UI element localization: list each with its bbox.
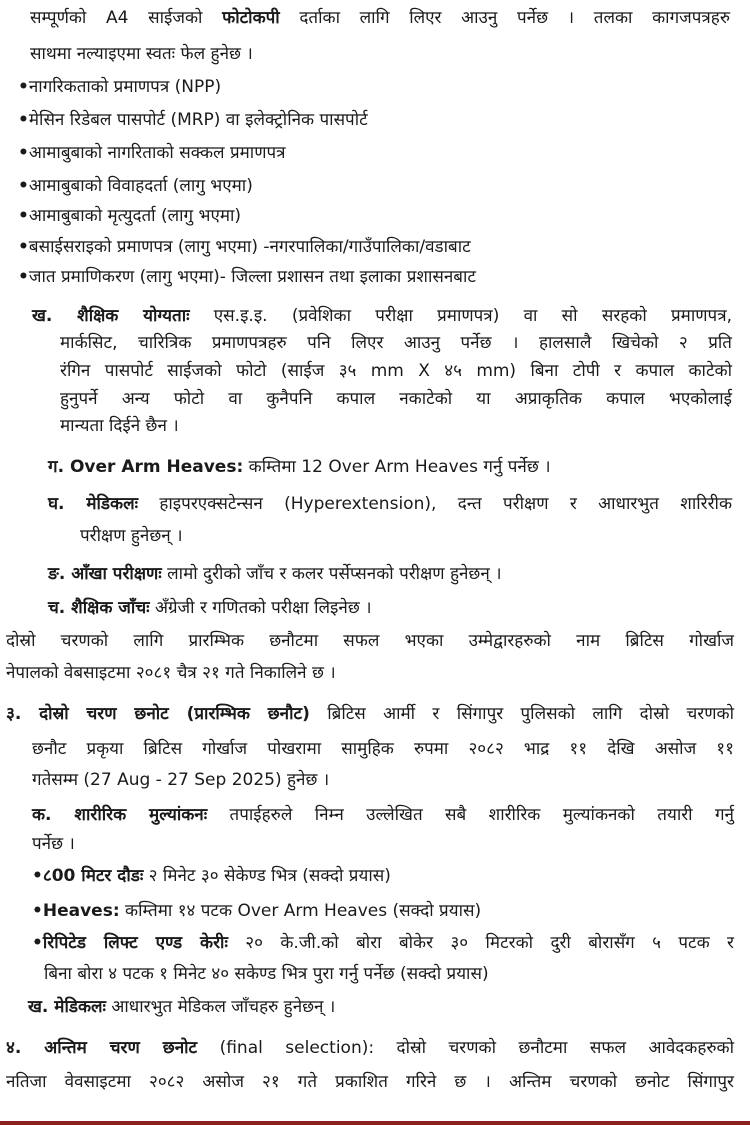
academic-test: च. शैक्षिक जाँचः अँग्रेजी र गणितको परीक्षा लिइनेछ । [48,598,372,618]
medical-line: परीक्षण हुनेछन् । [80,526,183,546]
heaves-label: ग. Over Arm Heaves: [48,457,244,477]
final-stage-line: ४. अन्तिम चरण छनोट (final selection): दोस्रो चरणको छनौटमा सफल आवेदकहरुको [6,1038,735,1058]
bullet-icon: • [18,110,29,130]
eye-test-label: ङ. आँखा परीक्षणः [48,564,162,584]
physical-assessment-label: क. शारीरिक मुल्यांकनः [32,805,208,825]
document-item: •बसाईसराइको प्रमाणपत्र (लागु भएमा) -नगरपालिका/गाउँपालिका/वडाबाट [18,237,471,257]
bullet-icon: • [18,176,29,196]
document-item: •आमाबुबाको विवाहदर्ता (लागु भएमा) [18,176,253,196]
heaves-requirement: ग. Over Arm Heaves: कम्तिमा 12 Over Arm Heaves गर्नु पर्नेछ । [48,457,551,477]
education-requirement-line: मान्यता दिईने छैन । [60,416,179,436]
physical-assessment-line: पर्नेछ । [32,834,75,854]
eye-test: ङ. आँखा परीक्षणः लामो दुरीको जाँच र कलर पर्सेप्सनको परीक्षण हुनेछन् । [48,564,502,584]
lift-carry-item: •रिपिटेड लिफ्ट एण्ड केरीः २० के.जी.को बोरा बोकेर ३० मिटरको दुरी बोरासँग ५ पटक र [32,933,734,953]
intro-text-a: सम्पूर्णको A4 साईजको [30,8,223,28]
second-stage-label: ३. दोस्रो चरण छनोट (प्रारम्भिक छनौट) [6,704,310,724]
second-stage-line: छनौट प्रकृया ब्रिटिस गोर्खाज पोखरामा सामुहिक रुपमा २०८२ भाद्र ११ देखि असोज ११ [32,739,734,759]
second-stage-line: ३. दोस्रो चरण छनोट (प्रारम्भिक छनौट) ब्रिटिस आर्मी र सिंगापुर पुलिसको लागि दोस्रो चरणको [6,704,734,724]
run-label: ८00 मिटर दौडः [42,866,144,886]
document-item: •नागरिकताको प्रमाणपत्र (NPP) [18,77,222,97]
heaves-item: •Heaves: कम्तिमा १४ पटक Over Arm Heaves (सक्दो प्रयास) [32,901,482,921]
document-item: •आमाबुबाको नागरिताको सक्कल प्रमाणपत्र [18,143,286,163]
bullet-icon: • [32,901,43,921]
education-requirement-line: हुनुपर्ने अन्य फोटो वा कुनैपनि कपाल नकाटेको या अप्राकृतिक कपाल भएकोलाई [60,389,732,409]
basic-medical-label: ख. मेडिकलः [28,997,106,1017]
basic-medical: ख. मेडिकलः आधारभुत मेडिकल जाँचहरु हुनेछन् । [28,997,336,1017]
education-requirement-line: मार्कसिट, चारित्रिक प्रमाणपत्रहरु पनि लिएर आउनु पर्नेछ । हालसालै खिचेको २ प्रति [60,333,732,353]
bullet-icon: • [32,933,43,953]
bullet-icon: • [18,237,29,257]
bullet-icon: • [18,143,29,163]
medical-label: घ. मेडिकलः [48,494,139,514]
bullet-icon: • [18,267,29,287]
education-label: ख. शैक्षिक योग्यताः [32,306,190,326]
bullet-icon: • [18,77,29,97]
final-stage-label: ४. अन्तिम चरण छनोट [6,1038,198,1058]
lift-carry-item-line-2: बिना बोरा ४ पटक १ मिनेट ४० सकेण्ड भित्र पुरा गर्नु पर्नेछ (सक्दो प्रयास) [44,964,489,984]
run-800m-item: •८00 मिटर दौडः २ मिनेट ३० सेकेण्ड भित्र (सक्दो प्रयास) [32,866,391,886]
document-item: •आमाबुबाको मृत्युदर्ता (लागु भएमा) [18,206,242,226]
physical-assessment-line: क. शारीरिक मुल्यांकनः तपाईहरुले निम्न उल्लेखित सबै शारीरिक मुल्यांकनको तयारी गर्नु [32,805,734,825]
announcement-line: दोस्रो चरणको लागि प्रारम्भिक छनौटमा सफल भएका उम्मेद्वारहरुको नाम ब्रिटिस गोर्खाज [6,631,734,651]
final-stage-line: नतिजा वेवसाइटमा २०८२ असोज २१ गते प्रकाशित गरिने छ । अन्तिम चरणको छनोट सिंगापुर [6,1072,734,1092]
document-item: •मेसिन रिडेबल पासपोर्ट (MRP) वा इलेक्ट्रोनिक पासपोर्ट [18,110,368,130]
document-item: •जात प्रमाणिकरण (लागु भएमा)- जिल्ला प्रशासन तथा इलाका प्रशासनबाट [18,267,476,287]
photocopy-emphasis: फोटोकपी [222,8,280,28]
heaves-item-label: Heaves: [42,901,120,921]
medical-line: घ. मेडिकलः हाइपरएक्सटेन्सन (Hyperextension), दन्त परीक्षण र आधारभुत शारिरीक [48,494,732,514]
lift-carry-label: रिपिटेड लिफ्ट एण्ड केरीः [42,933,228,953]
intro-line-1 [30,4,730,32]
bullet-icon: • [18,206,29,226]
intro-line-2: साथमा नल्याइएमा स्वतः फेल हुनेछ । [30,44,253,64]
announcement-line: नेपालको वेबसाइटमा २०८१ चैत्र २१ गते निकालिने छ । [6,663,336,683]
footer-rule [0,1121,750,1125]
education-requirement-line: रंगिन पासपोर्ट साईजको फोटो (साईज ३५ mm X ४५ mm) बिना टोपी र कपाल काटेको [60,361,732,381]
intro-text-c: दर्ताका लागि लिएर आउनु पर्नेछ । तलका कागजपत्रहरु [279,8,731,28]
second-stage-line: गतेसम्म (27 Aug - 27 Sep 2025) हुनेछ । [32,770,330,790]
bullet-icon: • [32,866,43,886]
academic-test-label: च. शैक्षिक जाँचः [48,598,150,618]
education-requirement-line: ख. शैक्षिक योग्यताः एस.इ.इ. (प्रवेशिका परीक्षा प्रमाणपत्र) वा सो सरहको प्रमाणपत्र, [32,306,732,326]
